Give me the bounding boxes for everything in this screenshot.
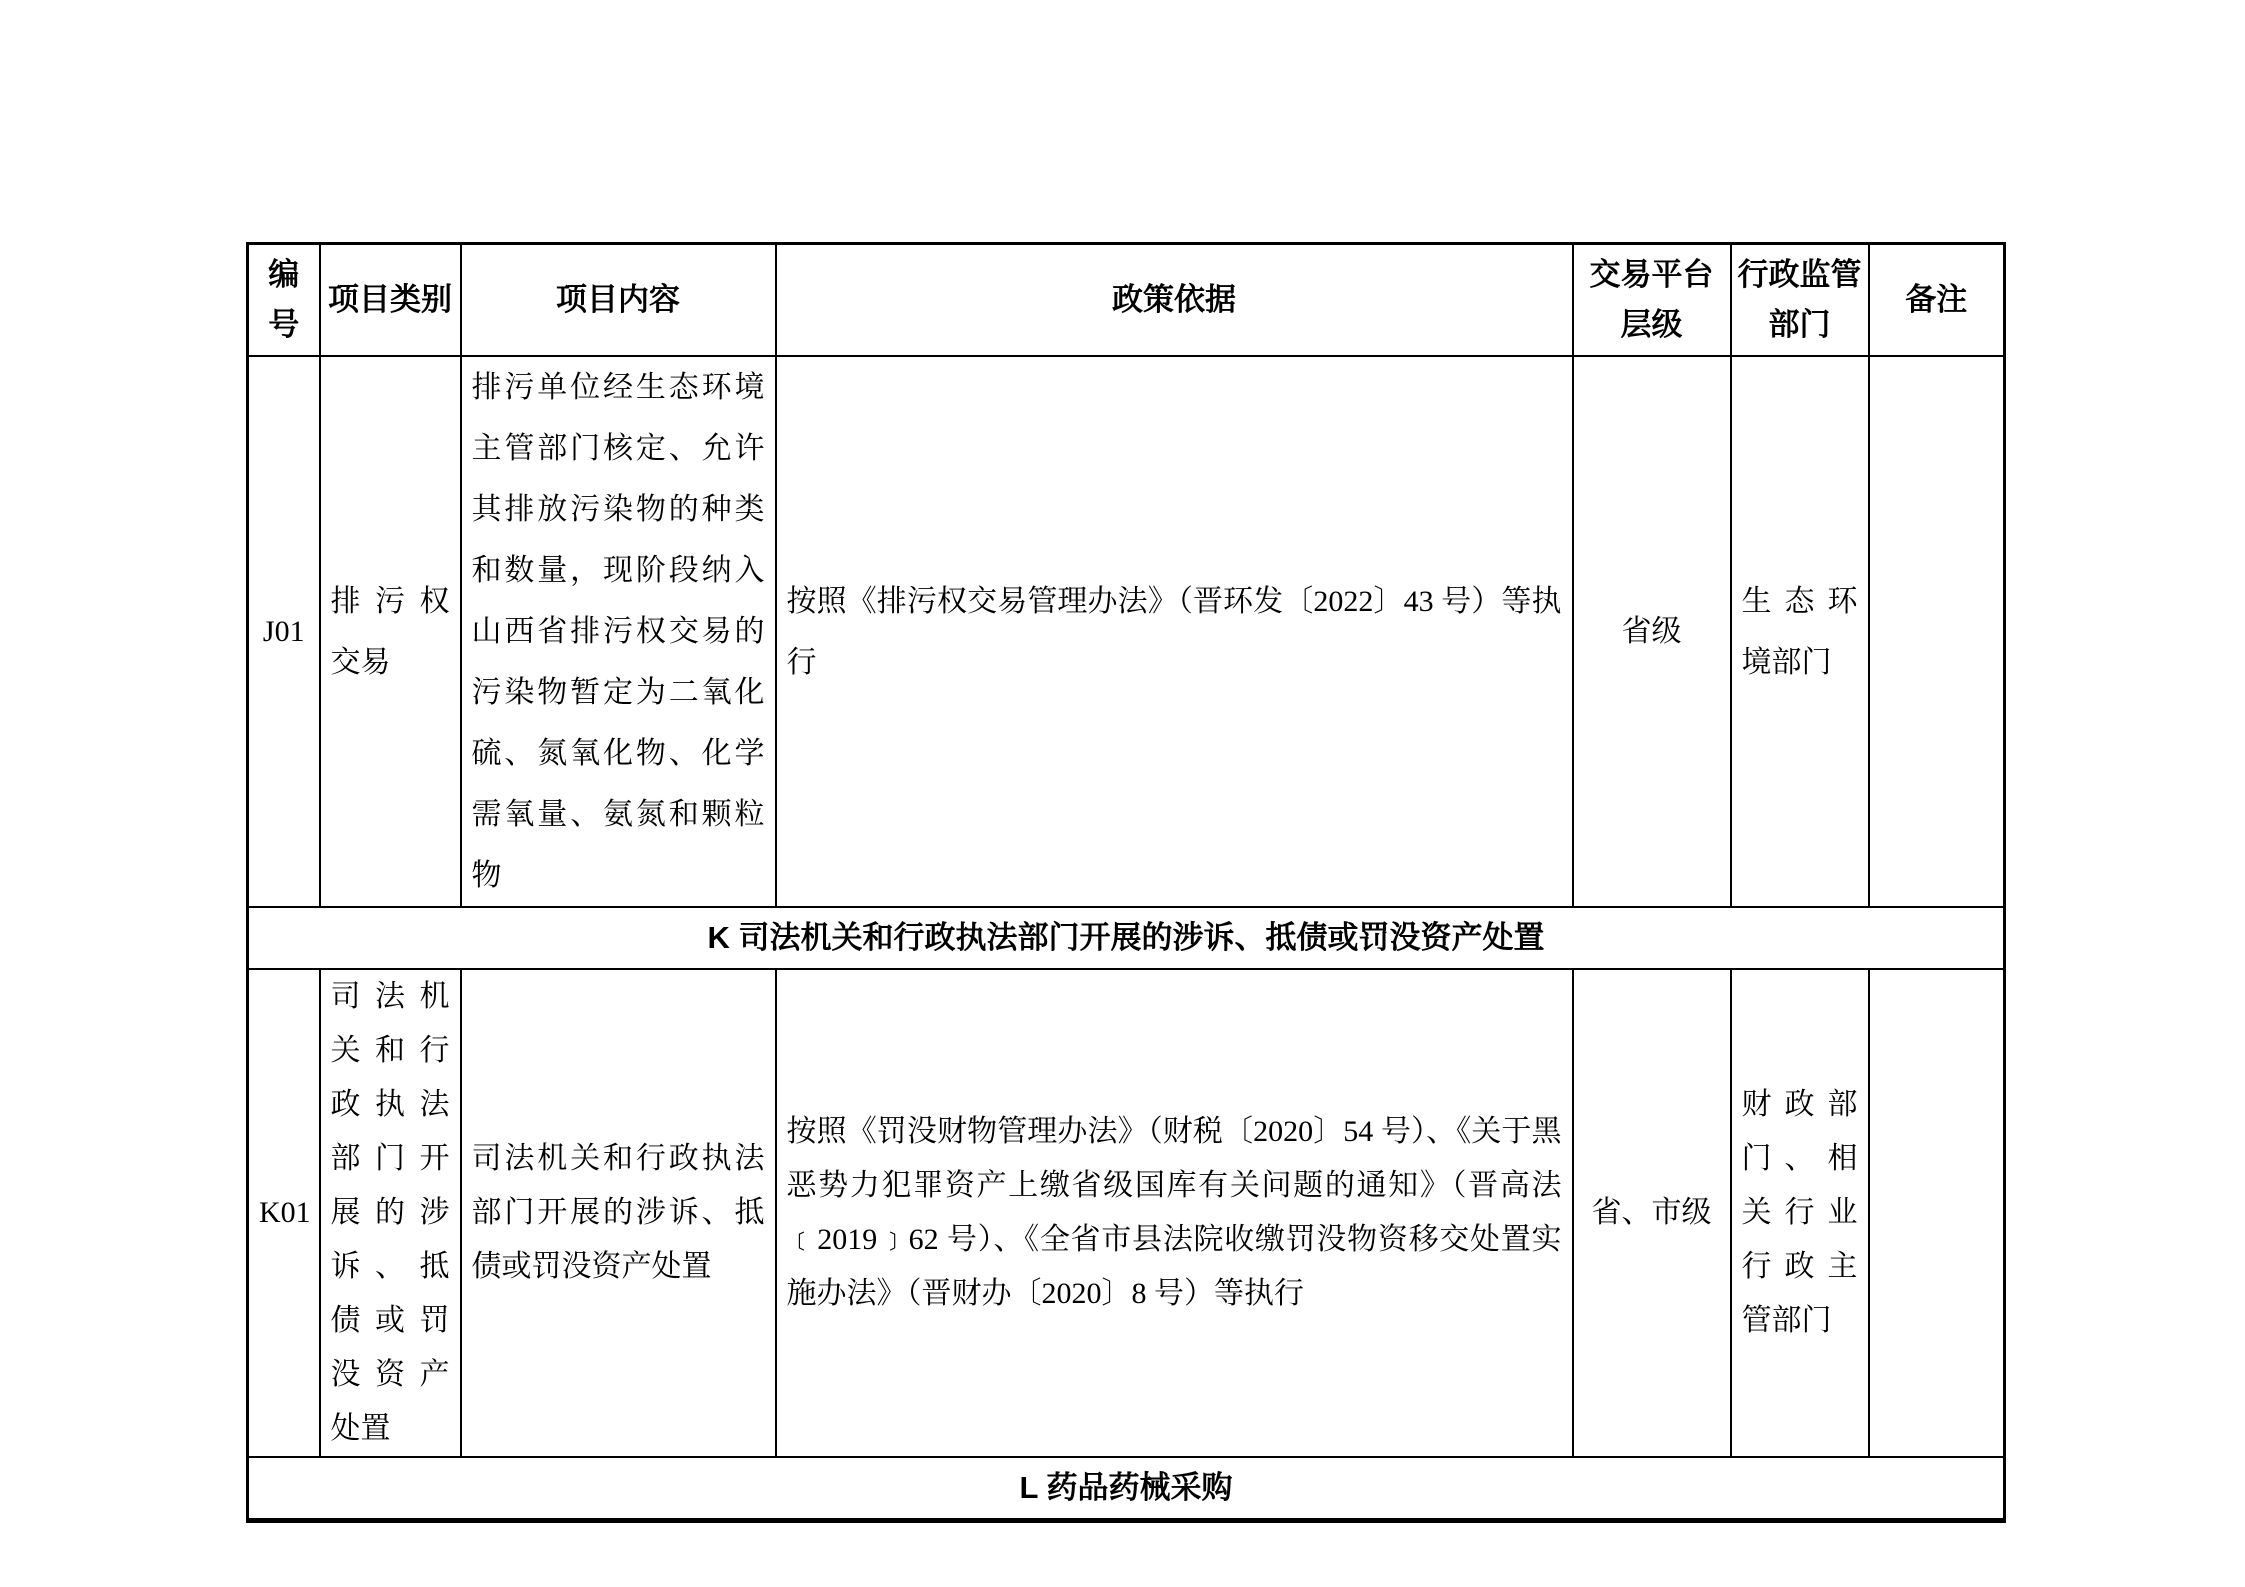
cell-j01-remark	[1869, 356, 2005, 907]
col-header-regulator: 行政监管部门	[1731, 244, 1869, 357]
col-header-platform-level: 交易平台层级	[1573, 244, 1731, 357]
cell-k01-category: 司法机关和行政执法部门开展的涉诉、抵债或罚没资产处置	[320, 969, 461, 1457]
section-l-title: L 药品药械采购	[248, 1457, 2005, 1521]
section-row-k	[248, 907, 2005, 969]
cell-j01-content: 排污单位经生态环境主管部门核定、允许其排放污染物的种类和数量，现阶段纳入山西省排污权交易的污染物暂定为二氧化硫、氮氧化物、化学需氧量、氨氮和颗粒物	[461, 356, 776, 907]
table-row-j01	[248, 356, 2005, 907]
cell-j01-policy: 按照《排污权交易管理办法》（晋环发〔2022〕43 号）等执行	[776, 356, 1573, 907]
cell-j01-platform-level: 省级	[1573, 356, 1731, 907]
col-header-remark: 备注	[1869, 244, 2005, 357]
cell-k01-content: 司法机关和行政执法部门开展的涉诉、抵债或罚没资产处置	[461, 969, 776, 1457]
cell-j01-code: J01	[248, 356, 320, 907]
col-header-code: 编号	[248, 244, 320, 357]
table-header-row	[248, 244, 2005, 357]
col-header-content: 项目内容	[461, 244, 776, 357]
cell-k01-regulator: 财政部门、相关行业行政主管部门	[1731, 969, 1869, 1457]
section-k-title: K 司法机关和行政执法部门开展的涉诉、抵债或罚没资产处置	[248, 907, 2005, 969]
cell-k01-platform-level: 省、市级	[1573, 969, 1731, 1457]
cell-j01-category: 排污权交易	[320, 356, 461, 907]
cell-k01-code: K01	[248, 969, 320, 1457]
col-header-policy: 政策依据	[776, 244, 1573, 357]
cell-k01-remark	[1869, 969, 2005, 1457]
section-row-l	[248, 1457, 2005, 1521]
cell-k01-policy: 按照《罚没财物管理办法》（财税〔2020〕54 号）、《关于黑恶势力犯罪资产上缴省级国库有关问题的通知》（晋高法﹝2019﹞62 号）、《全省市县法院收缴罚没物资移交处置实施办法》（晋财办〔2020〕8 号）等执行	[776, 969, 1573, 1457]
table-row-k01	[248, 969, 2005, 1457]
project-category-table	[246, 242, 2006, 1523]
col-header-category: 项目类别	[320, 244, 461, 357]
cell-j01-regulator: 生态环境部门	[1731, 356, 1869, 907]
